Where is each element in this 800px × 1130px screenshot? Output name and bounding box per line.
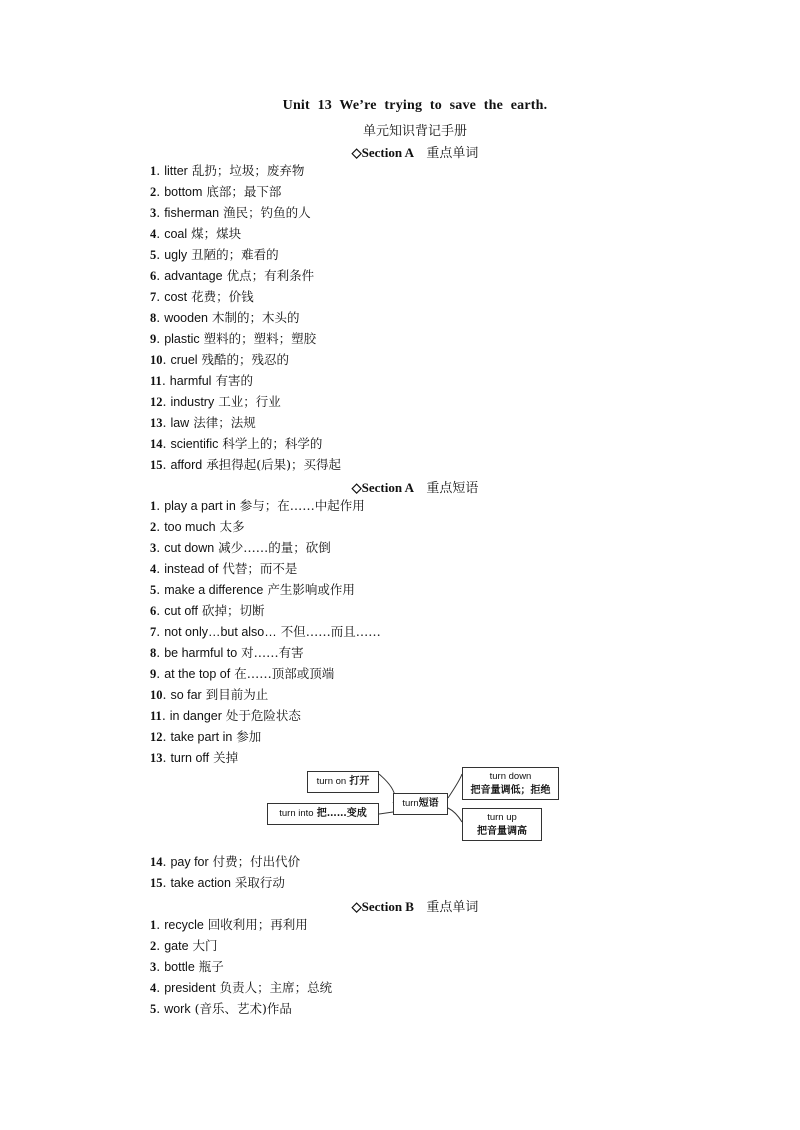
item-chinese: 付费；付出代价 <box>212 854 301 869</box>
section-a-phrase-list-continued <box>150 851 300 893</box>
list-item: 8. wooden 木制的；木头的 <box>150 310 300 325</box>
item-number: 2 <box>150 185 157 199</box>
item-chinese: (音乐、艺术)作品 <box>194 1001 292 1016</box>
list-item: 13. turn off 关掉 <box>150 750 239 765</box>
item-number: 12 <box>150 395 163 409</box>
item-number: 11 <box>150 374 162 388</box>
item-chinese: 乱扔；垃圾；废弃物 <box>191 163 305 178</box>
section-label: ◇Section A <box>351 145 414 160</box>
item-english: afford <box>170 458 203 472</box>
item-number: 8 <box>150 646 157 660</box>
list-item: 3. cut down 减少……的量；砍倒 <box>150 540 331 555</box>
item-number: 4 <box>150 562 157 576</box>
item-chinese: 到目前为止 <box>205 687 269 702</box>
turn-into-box: turn into 把……变成 <box>267 803 379 825</box>
section-topic: 重点单词 <box>426 146 479 161</box>
item-chinese: 代替；而不是 <box>222 561 298 576</box>
item-number: 14 <box>150 855 163 869</box>
section-heading-b-words <box>0 896 800 915</box>
item-chinese: 在……顶部或顶端 <box>234 666 335 681</box>
turn-on-box: turn on 打开 <box>307 771 379 793</box>
section-a-word-list <box>150 160 341 475</box>
item-number: 1 <box>150 164 157 178</box>
item-english: industry <box>170 395 215 409</box>
item-number: 11 <box>150 709 162 723</box>
item-english: turn off <box>170 751 210 765</box>
item-number: 10 <box>150 688 163 702</box>
item-chinese: 不但……而且…… <box>280 624 381 639</box>
item-english: take part in <box>170 730 233 744</box>
handbook-subtitle: 单元知识背记手册 <box>362 124 467 139</box>
item-number: 4 <box>150 981 157 995</box>
item-number: 9 <box>150 332 157 346</box>
item-english: wooden <box>164 311 208 325</box>
item-number: 3 <box>150 960 157 974</box>
item-chinese: 法律；法规 <box>193 415 256 430</box>
item-chinese: 瓶子 <box>198 959 224 974</box>
item-english: bottle <box>164 960 195 974</box>
item-english: president <box>164 981 216 995</box>
item-chinese: 产生影响或作用 <box>267 582 355 597</box>
list-item: 4. coal 煤；煤块 <box>150 226 242 241</box>
section-label: ◇Section A <box>351 480 414 495</box>
list-item: 5. ugly 丑陋的；难看的 <box>150 247 279 262</box>
item-chinese: 木制的；木头的 <box>211 310 300 325</box>
item-english: bottom <box>164 185 203 199</box>
unit-title: Unit 13 We’re trying to save the earth. <box>282 98 548 113</box>
list-item: 5. work (音乐、艺术)作品 <box>150 1001 292 1016</box>
item-english: take action <box>170 876 231 890</box>
item-chinese: 对……有害 <box>241 645 304 660</box>
item-english: in danger <box>169 709 222 723</box>
turn-center-box: turn短语 <box>393 793 448 815</box>
item-number: 3 <box>150 206 157 220</box>
section-b-word-list <box>150 914 332 1019</box>
list-item: 4. president 负责人；主席；总统 <box>150 980 333 995</box>
item-english: pay for <box>170 855 209 869</box>
item-english: advantage <box>164 269 223 283</box>
item-chinese: 花费；价钱 <box>191 289 254 304</box>
item-chinese: 大门 <box>192 938 218 953</box>
list-item: 13. law 法律；法规 <box>150 415 256 430</box>
item-chinese: 科学上的；科学的 <box>222 436 323 451</box>
list-item: 3. bottle 瓶子 <box>150 959 224 974</box>
item-chinese: 减少……的量；砍倒 <box>218 540 331 555</box>
item-number: 2 <box>150 939 157 953</box>
list-item: 3. fisherman 渔民；钓鱼的人 <box>150 205 311 220</box>
list-item: 14. pay for 付费；付出代价 <box>150 854 301 869</box>
turn-down-box: turn down 把音量调低；拒绝 <box>462 767 559 800</box>
item-english: too much <box>164 520 216 534</box>
section-topic: 重点短语 <box>426 481 479 496</box>
list-item: 11. in danger 处于危险状态 <box>150 708 301 723</box>
item-chinese: 塑料的；塑料；塑胶 <box>203 331 317 346</box>
item-number: 5 <box>150 1002 157 1016</box>
list-item: 2. gate 大门 <box>150 938 218 953</box>
list-item: 9. at the top of 在……顶部或顶端 <box>150 666 335 681</box>
item-number: 7 <box>150 290 157 304</box>
list-item: 10. so far 到目前为止 <box>150 687 269 702</box>
item-english: cut down <box>164 541 215 555</box>
list-item: 8. be harmful to 对……有害 <box>150 645 304 660</box>
item-chinese: 参加 <box>236 729 262 744</box>
section-heading-a-phrases <box>0 477 800 496</box>
item-english: cost <box>164 290 188 304</box>
section-heading-a-words <box>0 142 800 161</box>
list-item: 6. advantage 优点；有利条件 <box>150 268 315 283</box>
item-english: so far <box>170 688 202 702</box>
list-item: 2. bottom 底部；最下部 <box>150 184 282 199</box>
item-chinese: 处于危险状态 <box>225 708 301 723</box>
item-english: plastic <box>164 332 200 346</box>
item-number: 2 <box>150 520 157 534</box>
list-item: 7. cost 花费；价钱 <box>150 289 254 304</box>
item-number: 3 <box>150 541 157 555</box>
item-number: 14 <box>150 437 163 451</box>
list-item: 15. afford 承担得起(后果)；买得起 <box>150 457 341 472</box>
item-number: 4 <box>150 227 157 241</box>
item-chinese: 承担得起(后果)；买得起 <box>206 457 341 472</box>
item-chinese: 煤；煤块 <box>191 226 242 241</box>
item-chinese: 有害的 <box>215 373 253 388</box>
turn-up-box: turn up 把音量调高 <box>462 808 542 841</box>
turn-phrase-diagram <box>260 762 570 846</box>
list-item: 6. cut off 砍掉；切断 <box>150 603 265 618</box>
item-chinese: 丑陋的；难看的 <box>191 247 279 262</box>
item-chinese: 砍掉；切断 <box>202 603 265 618</box>
list-item: 12. take part in 参加 <box>150 729 262 744</box>
item-english: harmful <box>169 374 212 388</box>
list-item: 7. not only…but also… 不但……而且…… <box>150 624 381 639</box>
item-english: not only…but also… <box>164 625 277 639</box>
item-number: 6 <box>150 604 157 618</box>
item-chinese: 太多 <box>219 519 245 534</box>
item-english: instead of <box>164 562 219 576</box>
item-chinese: 负责人；主席；总统 <box>219 980 333 995</box>
item-english: litter <box>164 164 188 178</box>
item-chinese: 工业；行业 <box>218 394 281 409</box>
item-number: 15 <box>150 876 163 890</box>
list-item: 5. make a difference 产生影响或作用 <box>150 582 355 597</box>
item-english: recycle <box>164 918 204 932</box>
section-topic: 重点单词 <box>426 900 479 915</box>
item-chinese: 底部；最下部 <box>206 184 282 199</box>
item-english: at the top of <box>164 667 231 681</box>
list-item: 4. instead of 代替；而不是 <box>150 561 298 576</box>
item-english: play a part in <box>164 499 236 513</box>
item-number: 13 <box>150 751 163 765</box>
item-english: work <box>164 1002 191 1016</box>
item-chinese: 参与；在……中起作用 <box>239 498 365 513</box>
section-label: ◇Section B <box>351 899 414 914</box>
item-number: 15 <box>150 458 163 472</box>
item-english: law <box>170 416 190 430</box>
list-item: 14. scientific 科学上的；科学的 <box>150 436 323 451</box>
item-english: fisherman <box>164 206 220 220</box>
list-item: 10. cruel 残酷的；残忍的 <box>150 352 290 367</box>
item-english: be harmful to <box>164 646 238 660</box>
item-chinese: 关掉 <box>213 750 239 765</box>
item-english: cut off <box>164 604 199 618</box>
item-chinese: 优点；有利条件 <box>226 268 315 283</box>
list-item: 9. plastic 塑料的；塑料；塑胶 <box>150 331 317 346</box>
item-number: 13 <box>150 416 163 430</box>
list-item: 1. play a part in 参与；在……中起作用 <box>150 498 365 513</box>
list-item: 12. industry 工业；行业 <box>150 394 281 409</box>
item-chinese: 渔民；钓鱼的人 <box>223 205 311 220</box>
section-a-phrase-list <box>150 495 381 768</box>
list-item: 1. litter 乱扔；垃圾；废弃物 <box>150 163 305 178</box>
item-number: 8 <box>150 311 157 325</box>
item-english: make a difference <box>164 583 264 597</box>
item-number: 7 <box>150 625 157 639</box>
list-item: 2. too much 太多 <box>150 519 245 534</box>
list-item: 15. take action 采取行动 <box>150 875 285 890</box>
item-english: scientific <box>170 437 219 451</box>
item-english: coal <box>164 227 188 241</box>
item-chinese: 采取行动 <box>234 875 285 890</box>
item-number: 10 <box>150 353 163 367</box>
item-number: 9 <box>150 667 157 681</box>
item-number: 1 <box>150 499 157 513</box>
item-english: cruel <box>170 353 198 367</box>
item-number: 1 <box>150 918 157 932</box>
item-number: 5 <box>150 583 157 597</box>
item-number: 5 <box>150 248 157 262</box>
item-english: ugly <box>164 248 188 262</box>
list-item: 1. recycle 回收利用；再利用 <box>150 917 308 932</box>
item-english: gate <box>164 939 189 953</box>
item-number: 12 <box>150 730 163 744</box>
item-chinese: 残酷的；残忍的 <box>201 352 290 367</box>
list-item: 11. harmful 有害的 <box>150 373 253 388</box>
item-chinese: 回收利用；再利用 <box>207 917 308 932</box>
item-number: 6 <box>150 269 157 283</box>
